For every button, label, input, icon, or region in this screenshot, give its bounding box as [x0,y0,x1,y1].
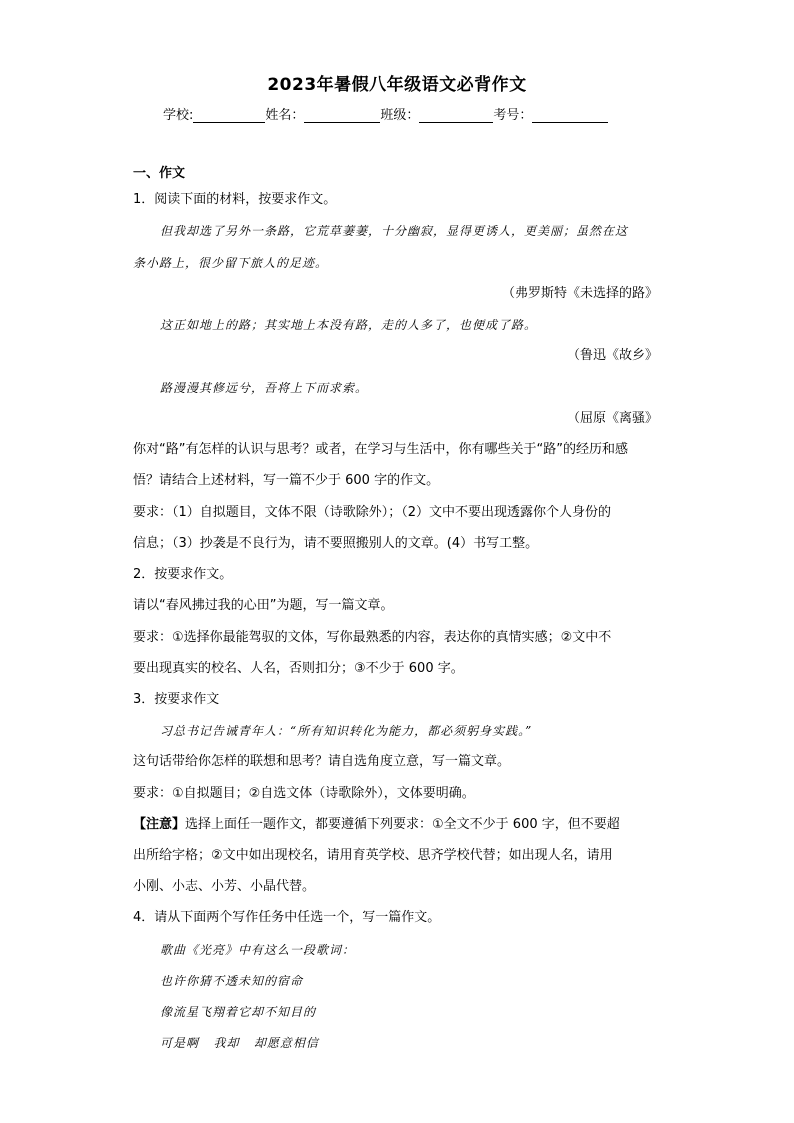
section-heading: 一、作文 [133,166,186,181]
q2-prompt: 请以“春风拂过我的心田”为题，写一篇文章。 [133,598,394,613]
number-label: 考号： [493,108,533,123]
school-blank[interactable] [193,108,265,123]
q4-heading: 4．请从下面两个写作任务中任选一个，写一篇作文。 [133,910,441,925]
q1-prompt-line-1: 你对“路”有怎样的认识与思考？或者，在学习与生活中，你有哪些关于“路”的经历和感 [133,442,628,457]
q1-requirements-line-1: 要求：（1）自拟题目，文体不限（诗歌除外）；（2）文中不要出现透露你个人身份的 [133,505,612,520]
q1-material-3: 路漫漫其修远兮，吾将上下而求索。 [160,381,369,395]
note-text: 选择上面任一题作文，都要遵循下列要求：①全文不少于 600 字，但不要超 [185,817,620,832]
q1-requirements-line-2: 信息；（3）抄袭是不良行为，请不要照搬别人的文章。(4）书写工整。 [133,536,539,551]
q2-requirements-line-2: 要出现真实的校名、人名，否则扣分；③不少于 600 字。 [133,661,464,676]
q3-prompt: 这句话带给你怎样的联想和思考？请自选角度立意，写一篇文章。 [133,754,511,769]
q2-requirements-line-1: 要求：①选择你最能驾驭的文体，写你最熟悉的内容，表达你的真情实感；②文中不 [133,630,612,645]
class-label: 班级： [380,108,420,123]
q3-heading: 3．按要求作文 [133,692,220,707]
q4-lyric-line-2: 像流星飞翔着它却不知目的 [160,1005,317,1019]
q1-material-1-line-1: 但我却选了另外一条路，它荒草萋萋，十分幽寂，显得更诱人，更美丽；虽然在这 [160,224,629,238]
q2-heading: 2．按要求作文。 [133,567,233,582]
q1-source-3: （屈原《离骚》 [566,411,658,426]
class-blank[interactable] [419,108,493,123]
q1-heading: 1．阅读下面的材料，按要求作文。 [133,192,337,207]
number-blank[interactable] [532,108,608,123]
school-label: 学校: [163,108,194,123]
note-label: 【注意】 [133,817,186,832]
q3-requirements: 要求：①自拟题目；②自选文体（诗歌除外），文体要明确。 [133,786,475,801]
q1-source-1: （弗罗斯特《未选择的路》 [501,286,658,301]
q1-source-2: （鲁迅《故乡》 [566,348,658,363]
name-label: 姓名： [265,108,305,123]
q1-prompt-line-2: 悟？请结合上述材料，写一篇不少于 600 字的作文。 [133,473,440,488]
q4-lyric-line-3: 可是啊 我却 却愿意相信 [160,1036,319,1050]
q3-quote: 习总书记告诫青年人：“所有知识转化为能力，都必须躬身实践。” [160,724,533,738]
name-blank[interactable] [304,108,380,123]
q3-note-line-2: 出所给字格；②文中如出现校名，请用育英学校、思齐学校代替；如出现人名，请用 [133,848,613,863]
q4-lyric-line-1: 也许你猜不透未知的宿命 [160,974,304,988]
q3-note-line-1 [133,816,620,834]
q4-lyric-intro: 歌曲《光亮》中有这么一段歌词： [160,943,356,957]
q1-material-2: 这正如地上的路；其实地上本没有路，走的人多了，也便成了路。 [160,318,538,332]
student-info-line [163,104,608,123]
q1-material-1-line-2: 条小路上，很少留下旅人的足迹。 [133,256,329,270]
q3-note-line-3: 小刚、小志、小芳、小晶代替。 [133,879,316,894]
document-title: 2023年暑假八年级语文必背作文 [267,75,527,95]
